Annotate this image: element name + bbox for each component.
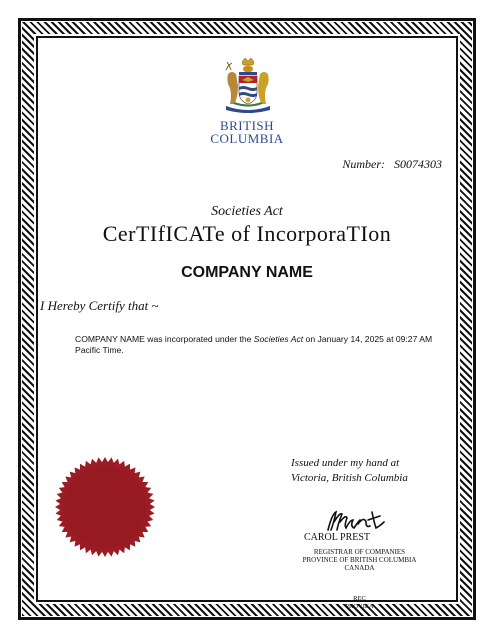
statement-act-italic: Societies Act: [253, 334, 304, 344]
issuance-line-2: Victoria, British Columbia: [291, 472, 408, 484]
issuance-statement: [291, 456, 408, 486]
certificate-number-value: S0074303: [394, 157, 442, 171]
signature-icon: [322, 508, 394, 534]
jurisdiction-line-2: COLUMBIA: [210, 131, 284, 146]
certificate-number-label: Number:: [342, 157, 385, 171]
certificate-number: [342, 157, 442, 172]
footer-line-1: REC: [353, 595, 366, 602]
incorporation-statement: [75, 334, 455, 356]
company-name: COMPANY NAME: [181, 264, 313, 281]
statement-part-1: COMPANY NAME was incorporated under the: [75, 334, 254, 344]
registrar-title: [0, 548, 494, 572]
jurisdiction-wordmark: [188, 119, 306, 145]
registrar-title-line-2: PROVINCE OF BRITISH COLUMBIA: [302, 556, 417, 564]
statement-part-2: on January 14, 2025 at 09:27 AM Pacific Time.: [75, 334, 433, 355]
certify-line: I Hereby Certify that ~: [40, 298, 159, 313]
footer-line-2: PROVIEA: [345, 603, 374, 610]
act-name: Societies Act: [211, 204, 283, 219]
jurisdiction-line-1: BRITISH: [219, 118, 275, 133]
registrar-title-line-1: REGISTRAR OF COMPANIES: [313, 548, 406, 556]
footer-mark: [0, 595, 494, 611]
british-columbia-coat-of-arms-icon: [220, 56, 276, 116]
issuance-line-1: Issued under my hand at: [291, 457, 400, 469]
registrar-title-line-3: CANADA: [344, 564, 375, 572]
red-seal-icon: [53, 455, 157, 559]
registrar-name: CAROL PREST: [303, 532, 371, 543]
certificate-title: CerTIfICATe of IncorporaTIon: [102, 221, 392, 246]
